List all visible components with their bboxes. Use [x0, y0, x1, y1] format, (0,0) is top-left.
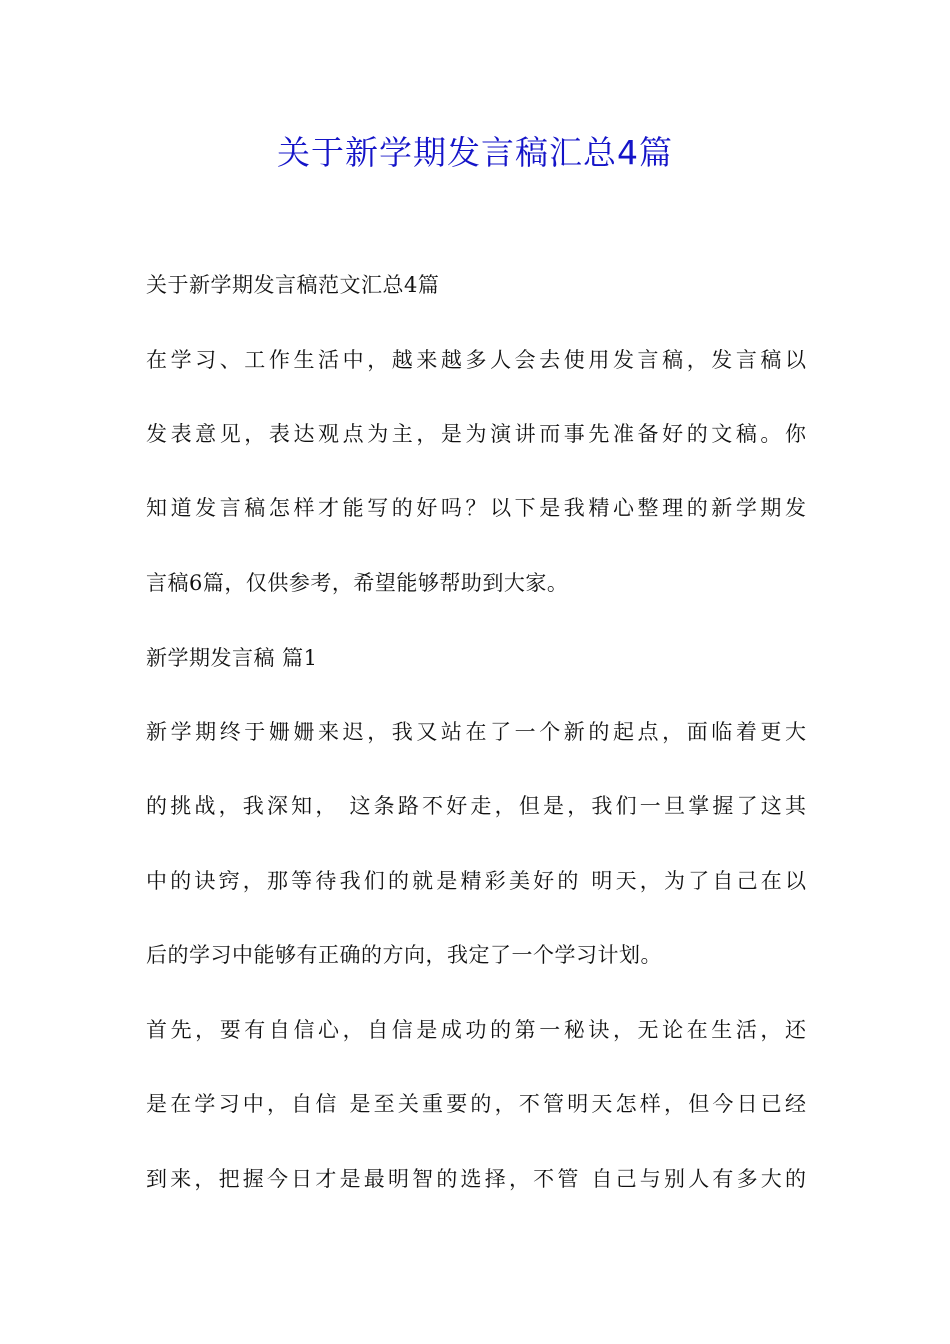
paragraph-line: 新学期终于姗姗来迟，我又站在了一个新的起点，面临着更大 [146, 720, 806, 744]
paragraph-line: 首先，要有自信心，自信是成功的第一秘诀，无论在生活，还 [146, 1018, 806, 1042]
section-heading: 新学期发言稿 篇1 [146, 646, 318, 670]
paragraph-line: 中的诀窍，那等待我们的就是精彩美好的 明天，为了自己在以 [146, 869, 806, 893]
paragraph-line: 的挑战，我深知， 这条路不好走，但是，我们一旦掌握了这其 [146, 794, 806, 818]
paragraph-line: 是在学习中，自信 是至关重要的，不管明天怎样，但今日已经 [146, 1092, 806, 1116]
paragraph-line: 言稿6篇，仅供参考，希望能够帮助到大家。 [146, 571, 569, 595]
document-title: 关于新学期发言稿汇总4篇 [277, 133, 673, 172]
subtitle-line: 关于新学期发言稿范文汇总4篇 [146, 273, 440, 297]
paragraph-line: 发表意见，表达观点为主，是为演讲而事先准备好的文稿。你 [146, 422, 806, 446]
paragraph-line: 知道发言稿怎样才能写的好吗？以下是我精心整理的新学期发 [146, 496, 806, 520]
paragraph-line: 在学习、工作生活中，越来越多人会去使用发言稿，发言稿以 [146, 348, 806, 372]
paragraph-line: 到来，把握今日才是最明智的选择，不管 自己与别人有多大的 [146, 1167, 806, 1191]
paragraph-line: 后的学习中能够有正确的方向，我定了一个学习计划。 [146, 943, 662, 967]
